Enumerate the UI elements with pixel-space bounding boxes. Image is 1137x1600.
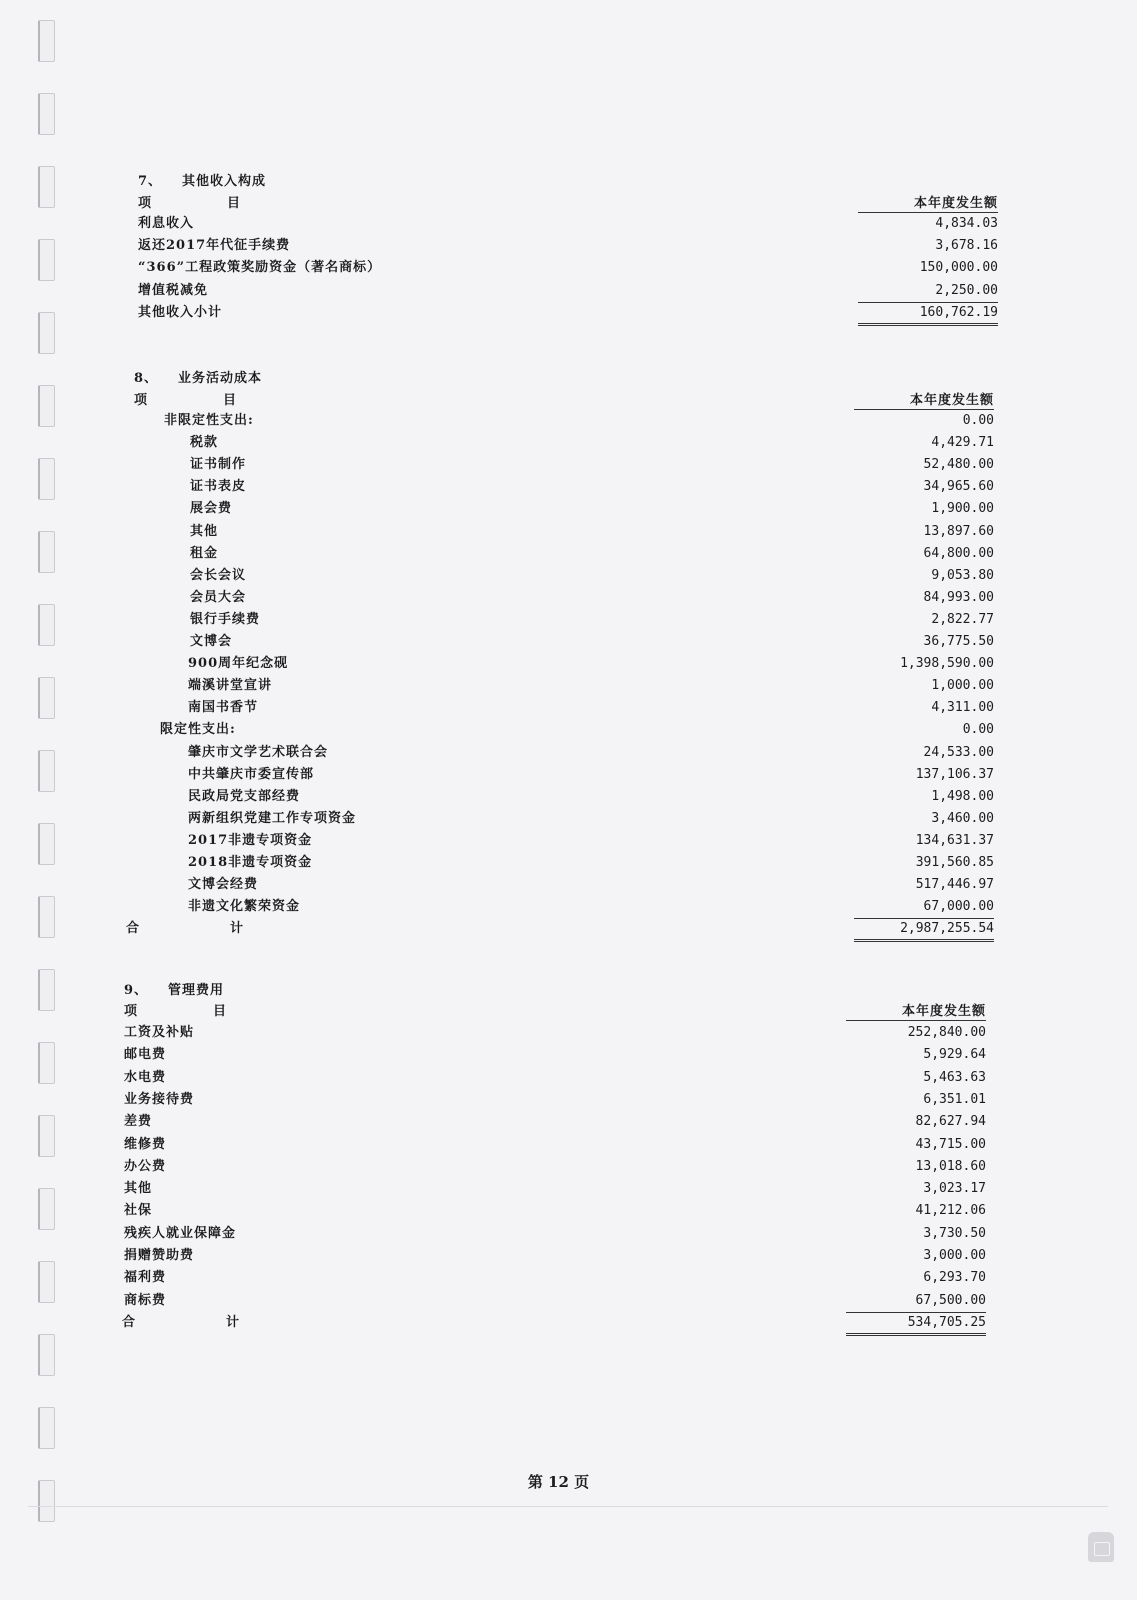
row-amount: 34,965.60 (923, 479, 994, 495)
row-amount: 3,730.50 (923, 1225, 986, 1241)
row-label: 业务接待费 (124, 1091, 195, 1107)
table-row (0, 476, 1137, 498)
total-label-part1: 合 (122, 1314, 137, 1330)
row-amount: 2,250.00 (858, 280, 998, 303)
table-row (0, 786, 1137, 808)
row-label: 文博会经费 (188, 877, 259, 893)
row-label: 社保 (124, 1203, 153, 1219)
row-amount: 4,311.00 (931, 700, 994, 716)
total-row (0, 302, 1137, 324)
total-row (0, 1312, 1137, 1334)
row-amount: 3,678.16 (935, 238, 998, 254)
row-amount: 43,715.00 (915, 1136, 986, 1152)
header-item-char1: 项 (134, 393, 148, 408)
total-row (0, 918, 1137, 940)
row-label: 900周年纪念砚 (188, 656, 289, 672)
row-amount: 3,460.00 (931, 810, 994, 826)
column-amount-header: 本年度发生额 (858, 192, 998, 213)
table-row (0, 432, 1137, 454)
row-label: 银行手续费 (190, 611, 261, 627)
section-number: 8、 (134, 371, 159, 386)
row-label: 2018非遗专项资金 (188, 855, 313, 870)
row-label: 会员大会 (190, 589, 247, 605)
column-item-header (134, 389, 236, 408)
row-label: 端溪讲堂宣讲 (188, 678, 273, 694)
binding-hole-icon (38, 1407, 55, 1449)
row-label: 邮电费 (124, 1047, 167, 1063)
row-label: 其他 (190, 523, 219, 539)
table-row (0, 1156, 1137, 1178)
row-label: 商标费 (124, 1292, 167, 1308)
row-label: 工资及补贴 (124, 1025, 195, 1040)
table-row (0, 719, 1137, 741)
table-row (0, 565, 1137, 587)
row-amount: 84,993.00 (923, 589, 994, 605)
column-item-header (124, 1000, 226, 1019)
section-title (138, 170, 266, 189)
table-row (0, 257, 1137, 279)
binding-hole-icon (38, 93, 55, 135)
scanner-logo-icon (1088, 1532, 1114, 1562)
table-row (0, 896, 1137, 918)
row-amount: 137,106.37 (915, 766, 994, 782)
row-amount: 13,897.60 (923, 523, 994, 539)
row-label: 民政局党支部经费 (188, 788, 301, 804)
table-row (0, 1044, 1137, 1066)
row-label: 文博会 (190, 634, 233, 649)
header-item-char2: 目 (223, 393, 237, 408)
total-label (126, 918, 244, 940)
row-amount: 1,900.00 (931, 501, 994, 517)
binding-hole-icon (38, 969, 55, 1011)
row-label: 会长会议 (190, 567, 247, 583)
section-title (124, 979, 224, 998)
row-amount: 24,533.00 (923, 744, 994, 760)
table-row (0, 742, 1137, 764)
header-item-char2: 目 (227, 196, 241, 211)
row-label: 办公费 (124, 1158, 167, 1174)
header-item-char1: 项 (124, 1004, 138, 1019)
table-row (0, 454, 1137, 476)
binding-hole-icon (38, 166, 55, 208)
row-label: 捐赠赞助费 (124, 1248, 195, 1263)
row-amount: 391,560.85 (915, 855, 994, 870)
row-amount: 134,631.37 (915, 832, 994, 848)
page-number: 第 12 页 (527, 1473, 590, 1491)
table-row (0, 1067, 1137, 1089)
row-label: 非遗文化繁荣资金 (188, 899, 301, 915)
row-amount: 4,429.71 (931, 435, 994, 451)
table-row (0, 1245, 1137, 1267)
row-label: 维修费 (124, 1136, 167, 1152)
section-number: 9、 (124, 983, 149, 998)
table-row (0, 543, 1137, 565)
row-amount: 150,000.00 (919, 260, 998, 276)
total-amount: 160,762.19 (858, 302, 998, 326)
section-name: 业务活动成本 (178, 371, 263, 386)
table-row (0, 609, 1137, 631)
row-label: 租金 (190, 545, 219, 561)
row-label: 福利费 (124, 1270, 167, 1286)
table-row (0, 874, 1137, 896)
row-label: 展会费 (190, 501, 233, 517)
total-label-part1: 其他收入小计 (138, 304, 223, 320)
row-amount: 1,398,590.00 (900, 656, 994, 672)
row-amount: 1,000.00 (931, 678, 994, 694)
row-label: 2017非遗专项资金 (188, 832, 313, 848)
binding-hole-icon (38, 1334, 55, 1376)
section-name: 其他收入构成 (182, 174, 267, 189)
table-row (0, 653, 1137, 675)
table-row (0, 1267, 1137, 1289)
header-item-char2: 目 (213, 1004, 227, 1019)
row-label: 利息收入 (138, 216, 195, 231)
row-label: 税款 (190, 435, 219, 451)
table-row (0, 1178, 1137, 1200)
total-label (122, 1312, 240, 1334)
row-amount: 4,834.03 (935, 216, 998, 231)
row-label: 其他 (124, 1181, 153, 1197)
row-amount: 517,446.97 (915, 877, 994, 893)
row-amount: 67,000.00 (854, 896, 994, 919)
table-row (0, 1089, 1137, 1111)
row-label: 两新组织党建工作专项资金 (188, 810, 357, 826)
total-label-part2: 计 (226, 1314, 241, 1330)
column-amount-header: 本年度发生额 (854, 389, 994, 410)
table-row (0, 1290, 1137, 1312)
row-label: 南国书香节 (188, 700, 259, 716)
row-label: 肇庆市文学艺术联合会 (188, 744, 329, 760)
row-amount: 6,351.01 (923, 1091, 986, 1107)
row-amount: 0.00 (962, 722, 994, 738)
total-label-part1: 合 (126, 921, 141, 937)
row-label: 证书表皮 (190, 479, 247, 495)
table-row (0, 852, 1137, 874)
table-row (0, 521, 1137, 543)
header-item-char1: 项 (138, 196, 152, 211)
row-amount: 5,463.63 (923, 1069, 986, 1085)
row-label: 水电费 (124, 1069, 167, 1085)
table-row (0, 808, 1137, 830)
table-row (0, 764, 1137, 786)
row-label: 证书制作 (190, 457, 247, 473)
row-label: 限定性支出: (160, 722, 236, 738)
total-label (138, 302, 312, 324)
row-amount: 36,775.50 (923, 634, 994, 649)
table-row (0, 587, 1137, 609)
table-row (0, 235, 1137, 257)
row-label: 残疾人就业保障金 (124, 1225, 237, 1241)
row-amount: 52,480.00 (923, 457, 994, 473)
table-row (0, 280, 1137, 302)
table-row (0, 213, 1137, 235)
row-amount: 1,498.00 (931, 788, 994, 804)
row-amount: 0.00 (962, 413, 994, 428)
binding-hole-icon (38, 20, 55, 62)
total-amount: 534,705.25 (846, 1312, 986, 1336)
row-label: 返还2017年代征手续费 (138, 238, 291, 254)
row-amount: 67,500.00 (846, 1290, 986, 1313)
table-row (0, 498, 1137, 520)
table-row (0, 410, 1137, 432)
row-amount: 64,800.00 (923, 545, 994, 561)
row-label: 差费 (124, 1114, 153, 1130)
table-row (0, 1223, 1137, 1245)
column-amount-header: 本年度发生额 (846, 1000, 986, 1021)
table-row (0, 697, 1137, 719)
row-amount: 82,627.94 (915, 1114, 986, 1130)
row-amount: 252,840.00 (907, 1025, 986, 1040)
row-amount: 6,293.70 (923, 1270, 986, 1286)
section-title (134, 367, 262, 386)
column-item-header (138, 192, 240, 211)
table-row (0, 631, 1137, 653)
row-amount: 41,212.06 (915, 1203, 986, 1219)
table-row (0, 1111, 1137, 1133)
row-amount: 5,929.64 (923, 1047, 986, 1063)
row-label: 增值税减免 (138, 282, 209, 298)
table-row (0, 1200, 1137, 1222)
total-label-part2: 计 (230, 921, 245, 937)
row-amount: 9,053.80 (931, 567, 994, 583)
total-amount: 2,987,255.54 (854, 918, 994, 942)
scan-edge-line (28, 1506, 1108, 1507)
row-label: “366”工程政策奖励资金（著名商标） (138, 260, 382, 276)
table-row (0, 675, 1137, 697)
row-label: 非限定性支出: (164, 413, 254, 428)
table-row (0, 1134, 1137, 1156)
row-amount: 3,023.17 (923, 1181, 986, 1197)
row-label: 中共肇庆市委宣传部 (188, 766, 315, 782)
table-row (0, 1022, 1137, 1044)
row-amount: 13,018.60 (915, 1158, 986, 1174)
row-amount: 3,000.00 (923, 1248, 986, 1263)
section-number: 7、 (138, 174, 163, 189)
row-amount: 2,822.77 (931, 611, 994, 627)
section-name: 管理费用 (168, 983, 225, 998)
table-row (0, 830, 1137, 852)
